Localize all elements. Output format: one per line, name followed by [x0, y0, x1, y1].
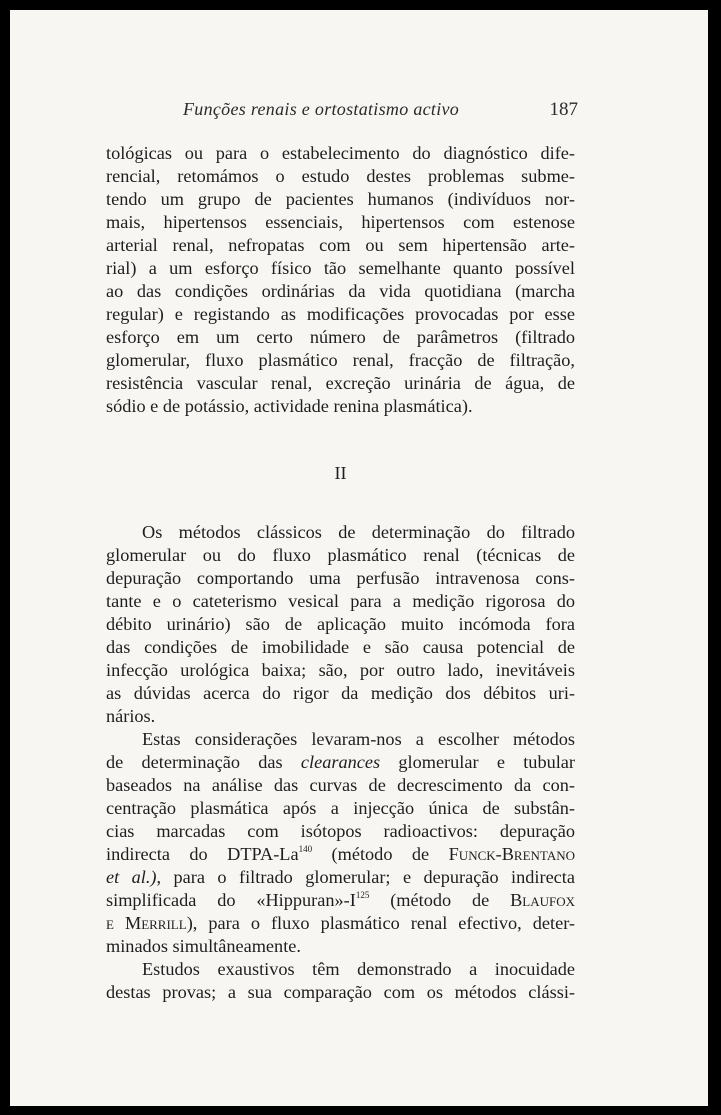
text-line	[106, 866, 575, 889]
text-line: mais, hipertensos essenciais, hipertensos com estenose	[106, 212, 575, 232]
text-line: das condições de imobilidade e são causa potencial de	[106, 637, 575, 657]
text-line: minados simultâneamente.	[106, 936, 301, 956]
text-line	[106, 751, 575, 774]
text-line: tante e o cateterismo vesical para a medição rigorosa do	[106, 591, 575, 611]
text-line	[106, 843, 575, 866]
paragraph-4	[106, 958, 575, 1004]
text-line: centração plasmática após a injecção única de substân-	[106, 798, 575, 818]
text-line: as dúvidas acerca do rigor da medição dos débitos uri-	[106, 683, 575, 703]
text-line: regular) e registando as modificações provocadas por esse	[106, 304, 575, 324]
text-line: Estas considerações levaram-nos a escolher métodos	[142, 729, 575, 749]
text-run: indirecta do DTPA-La	[106, 844, 299, 864]
text-line: tológicas ou para o estabelecimento do diagnóstico dife-	[106, 143, 575, 163]
text-line: depuração comportando uma perfusão intravenosa cons-	[106, 568, 575, 588]
body-text	[106, 142, 575, 1004]
text-line: arterial renal, nefropatas com ou sem hipertensão arte-	[106, 235, 575, 255]
superscript: 140	[298, 844, 313, 854]
text-run: (método de	[312, 844, 449, 864]
running-title: Funções renais e ortostatismo activo	[183, 99, 460, 119]
author-name: e Merrill	[106, 913, 187, 933]
text-line: Estudos exaustivos têm demonstrado a inocuidade	[142, 959, 575, 979]
text-line: rial) a um esforço físico tão semelhante quanto possível	[106, 258, 575, 278]
text-line: esforço em um certo número de parâmetros (filtrado	[106, 327, 575, 347]
page-number: 187	[549, 99, 578, 120]
text-run: simplificada do «Hippuran»-I	[106, 890, 356, 910]
text-run: , para o filtrado glomerular; e depuração indirecta	[156, 867, 575, 887]
paragraph-2	[106, 521, 575, 728]
text-line: rencial, retomámos o estudo destes problemas subme-	[106, 166, 575, 186]
italic-term: clearances	[300, 752, 381, 772]
text-run: glomerular e tubular	[380, 752, 576, 772]
text-line	[106, 889, 575, 912]
text-line: sódio e de potássio, actividade renina plasmática).	[106, 396, 473, 416]
text-line: cias marcadas com isótopos radioactivos: depuração	[106, 821, 575, 841]
paragraph-3	[106, 728, 575, 958]
text-run: ), para o fluxo plasmático renal efectivo, deter-	[186, 913, 576, 933]
italic-term: et al.)	[106, 867, 157, 887]
text-line: tendo um grupo de pacientes humanos (indivíduos nor-	[106, 189, 575, 209]
text-line: Os métodos clássicos de determinação do filtrado	[142, 522, 575, 542]
author-name: Funck-Brentano	[448, 844, 575, 864]
text-line: débito urinário) são de aplicação muito incómoda fora	[106, 614, 575, 634]
superscript: 125	[355, 890, 370, 900]
text-line: glomerular, fluxo plasmático renal, fracção de filtração,	[106, 350, 575, 370]
paragraph-1	[106, 142, 575, 418]
text-line: ao das condições ordinárias da vida quotidiana (marcha	[106, 281, 575, 301]
book-page	[10, 10, 708, 1106]
text-run: (método de	[369, 890, 511, 910]
text-line: nários.	[106, 706, 156, 726]
text-line: resistência vascular renal, excreção urinária de água, de	[106, 373, 575, 393]
text-line: baseados na análise das curvas de decrescimento da con-	[106, 775, 575, 795]
author-name: Blaufox	[510, 890, 575, 910]
text-line: destas provas; a sua comparação com os métodos clássi-	[106, 982, 575, 1002]
section-heading: II	[334, 463, 347, 483]
text-run: de determinação das	[106, 752, 301, 772]
text-line	[106, 912, 575, 935]
text-line: infecção urológica baixa; são, por outro lado, inevitáveis	[106, 660, 575, 680]
text-line: glomerular ou do fluxo plasmático renal (técnicas de	[106, 545, 575, 565]
